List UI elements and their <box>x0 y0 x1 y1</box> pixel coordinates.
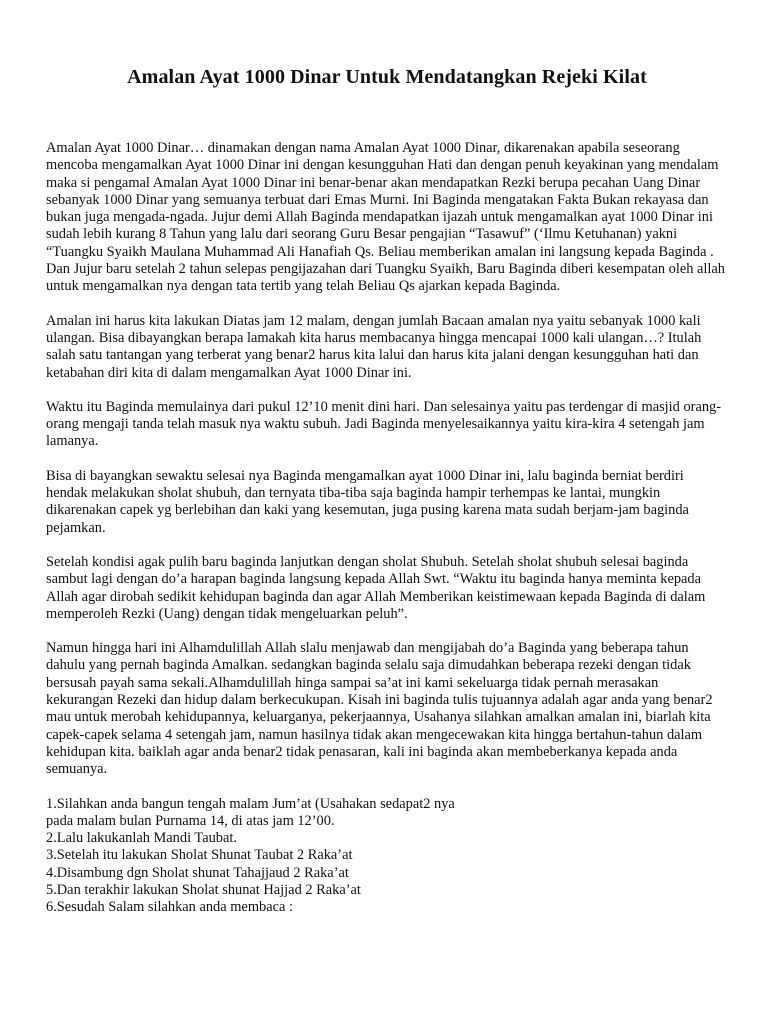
document-title: Amalan Ayat 1000 Dinar Untuk Mendatangkan Rejeki Kilat <box>127 66 647 88</box>
steps-list <box>46 796 728 917</box>
paragraph-duration: Waktu itu Baginda memulainya dari pukul 12’10 menit dini hari. Dan selesainya yaitu pas terdengar di masjid orang-orang mengaji tanda telah masuk nya waktu subuh. Jadi Baginda menyelesaikannya yaitu kira-kira 4 setengah jam lamanya. <box>46 398 722 450</box>
list-item <box>46 882 728 899</box>
step-2: 2.Lalu lakukanlah Mandi Taubat. <box>46 830 237 847</box>
step-6: 6.Sesudah Salam silahkan anda membaca : <box>46 899 293 916</box>
step-1-line-1: 1.Silahkan anda bangun tengah malam Jum’at (Usahakan sedapat2 nya <box>46 795 455 812</box>
paragraph-testimony: Namun hingga hari ini Alhamdulillah Allah slalu menjawab dan mengijabah do’a Baginda yang beberapa tahun dahulu yang pernah baginda Amalkan. sedangkan baginda selalu saja dimudahkan beberapa rezeki dengan tidak bersusah payah sama sekali.Alhamdulillah hinga sampai sa’at ini kami sekeluarga tidak pernah merasakan kekurangan Rezeki dan hidup dalam berkecukupan. Kisah ini baginda tulis tujuannya adalah agar anda yang benar2 mau untuk merobah kehidupannya, keluarganya, pekerjaannya, Usahanya silahkan amalkan amalan ini, biarlah kita capek-capek selama 4 setengah jam, namun hasilnya tidak akan mengecewakan kita hingga bertahun-tahun dalam kehidupan kita. baiklah agar anda benar2 tidak penasaran, kali ini baginda akan membeberkanya kepada anda semuanya. <box>46 640 713 778</box>
paragraph-fatigue: Bisa di bayangkan sewaktu selesai nya Baginda mengamalkan ayat 1000 Dinar ini, lalu baginda berniat berdiri hendak melakukan sholat shubuh, dan ternyata tiba-tiba saja baginda hampir terhempas ke lantai, mungkin dikarenakan capek yg berlebihan dan kaki yang kesemutan, juga pusing karena mata sudah berjam-jam baginda pejamkan. <box>46 467 689 536</box>
step-1-line-2: pada malam bulan Purnama 14, di atas jam 12’00. <box>46 812 335 829</box>
step-3: 3.Setelah itu lakukan Sholat Shunat Taubat 2 Raka’at <box>46 847 353 864</box>
list-item <box>46 899 728 916</box>
list-item <box>46 865 728 882</box>
step-4: 4.Disambung dgn Sholat shunat Tahajjaud 2 Raka’at <box>46 864 349 881</box>
list-item <box>46 847 728 864</box>
paragraph-prayer: Setelah kondisi agak pulih baru baginda lanjutkan dengan sholat Shubuh. Setelah sholat shubuh selesai baginda sambut lagi dengan do’a harapan baginda langsung kepada Allah Swt. “Waktu itu baginda hanya meminta kepada Allah agar dirobah sedikit kehidupan baginda dan agar Allah Memberikan keistimewaan kepada Baginda di dalam memperoleh Rezki (Uang) dengan tidak mengeluarkan peluh”. <box>46 553 706 622</box>
list-item <box>46 796 728 831</box>
paragraph-intro: Amalan Ayat 1000 Dinar… dinamakan dengan nama Amalan Ayat 1000 Dinar, dikarenakan apabila seseorang mencoba mengamalkan Ayat 1000 Dinar ini dengan kesungguhan Hati dan dengan penuh keyakinan yang mendalam maka si pengamal Amalan Ayat 1000 Dinar ini benar-benar akan mendapatkan Rezki berupa pecahan Uang Dinar sebanyak 1000 Dinar yang semuanya terbuat dari Emas Murni. Ini Baginda mengatakan Fakta Bukan rekayasa dan bukan juga mengada-ngada. Jujur demi Allah Baginda mendapatkan ijazah untuk mengamalkan ayat 1000 Dinar ini sudah lebih kurang 8 Tahun yang lalu dari seorang Guru Besar pengajian “Tasawuf” (‘Ilmu Ketuhanan) yakni “Tuangku Syaikh Maulana Muhammad Ali Hanafiah Qs. Beliau memberikan amalan ini langsung kepada Baginda . Dan Jujur baru setelah 2 tahun selepas pengijazahan dari Tuangku Syaikh, Baru Baginda diberi kesempatan oleh allah untuk mengamalkan nya dengan tata tertib yang telah Beliau Qs ajarkan kepada Baginda. <box>46 140 725 295</box>
list-item <box>46 830 728 847</box>
step-5: 5.Dan terakhir lakukan Sholat shunat Hajjad 2 Raka’at <box>46 881 361 898</box>
paragraph-timing: Amalan ini harus kita lakukan Diatas jam 12 malam, dengan jumlah Bacaan amalan nya yaitu sebanyak 1000 kali ulangan. Bisa dibayangkan berapa lamakah kita harus membacanya hingga mencapai 1000 kali ulangan…? Itulah salah satu tantangan yang terberat yang benar2 harus kita lalui dan harus kita jalani dengan kesungguhan hati dan ketabahan diri kita di dalam mengamalkan Ayat 1000 Dinar ini. <box>46 312 702 381</box>
